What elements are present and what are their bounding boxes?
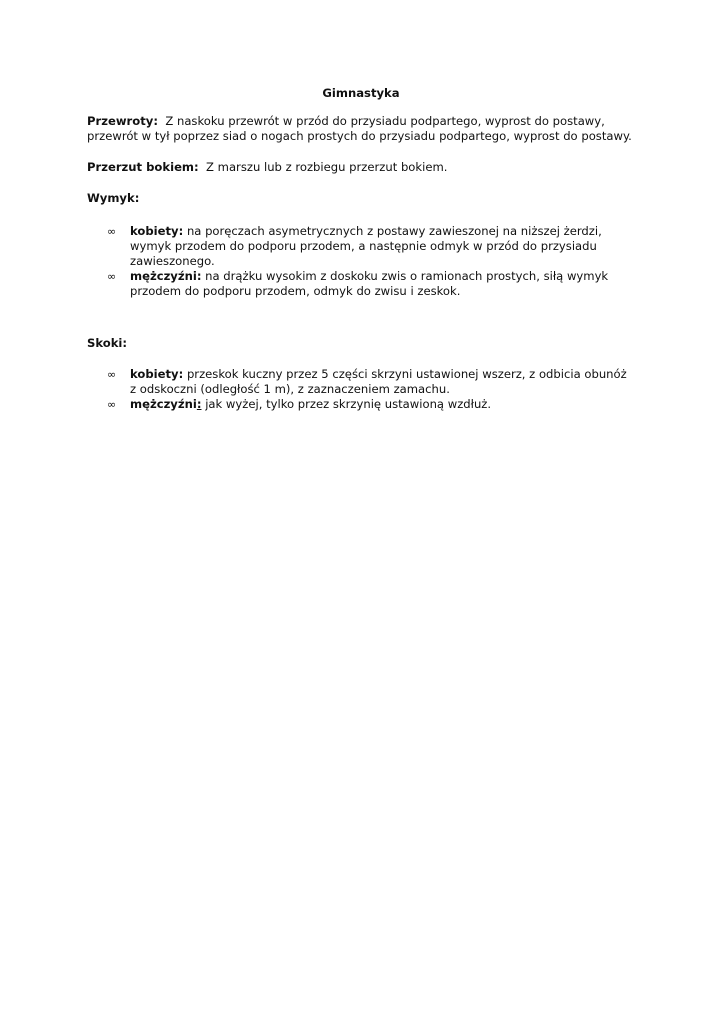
bullet-icon: ∞: [107, 398, 117, 411]
skoki-heading: Skoki:: [87, 336, 128, 350]
przewroty-label: Przewroty:: [87, 114, 158, 128]
wymyk-kobiety-text: na poręczach asymetrycznych z postawy zawieszonej na niższej żerdzi, wymyk przodem do podporu przodem, a następnie odmyk w przód do przysiadu zawieszonego.: [130, 224, 602, 268]
przerzut-paragraph: [87, 160, 635, 175]
przerzut-text: Z marszu lub z rozbiegu przerzut bokiem.: [206, 160, 448, 174]
document-page: [87, 86, 635, 412]
skoki-list: [87, 367, 635, 412]
przewroty-text: Z naskoku przewrót w przód do przysiadu podpartego, wyprost do postawy, przewrót w tył poprzez siad o nogach prostych do przysiadu podpartego, wyprost do postawy.: [87, 114, 632, 143]
skoki-kobiety-label: kobiety:: [130, 367, 184, 381]
list-item: [87, 397, 635, 412]
skoki-mezczyzni-text: jak wyżej, tylko przez skrzynię ustawioną wzdłuż.: [205, 397, 492, 411]
skoki-kobiety-text-line1: przeskok kuczny przez 5 części skrzyni ustawionej wszerz, z odbicia obunóż: [186, 367, 627, 381]
wymyk-kobiety-label: kobiety:: [130, 224, 184, 238]
wymyk-heading: Wymyk:: [87, 191, 140, 205]
list-item: [87, 224, 635, 269]
bullet-icon: ∞: [107, 225, 117, 238]
skoki-mezczyzni-label: mężczyźni: [130, 397, 197, 411]
page-title: Gimnastyka: [322, 86, 400, 100]
wymyk-list: [87, 224, 635, 299]
wymyk-mezczyzni-text: na drążku wysokim z doskoku zwis o ramionach prostych, siłą wymyk przodem do podporu przodem, odmyk do zwisu i zeskok.: [130, 269, 609, 298]
list-item: [87, 367, 635, 397]
skoki-kobiety-text-line2: z odskoczni (odległość 1 m), z zaznaczeniem zamachu.: [130, 382, 450, 396]
bullet-icon: ∞: [107, 270, 117, 283]
przewroty-paragraph: [87, 114, 635, 144]
przerzut-label: Przerzut bokiem:: [87, 160, 199, 174]
list-item: [87, 269, 635, 299]
skoki-mezczyzni-label-colon: :: [196, 397, 202, 411]
wymyk-mezczyzni-label: mężczyźni:: [130, 269, 202, 283]
bullet-icon: ∞: [107, 368, 117, 381]
